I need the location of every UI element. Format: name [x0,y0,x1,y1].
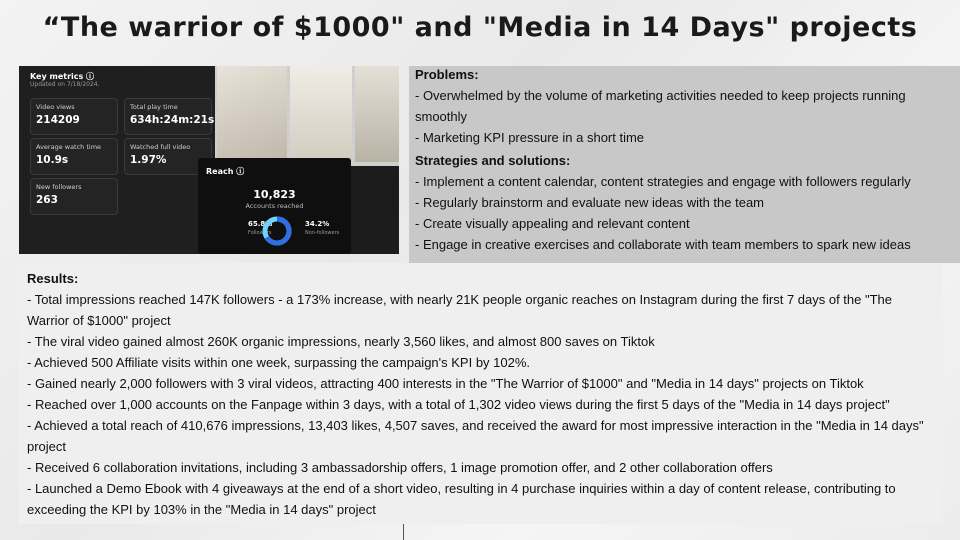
metric-card-new-followers [30,178,118,215]
result-item: - Launched a Demo Ebook with 4 giveaways at the end of a short video, resulting in 4 purchase inquiries within a day of content release, contributing to exceeding the KPI by 103% in the "Media in 14 days" project [27,481,896,517]
problems-strategies-text [415,64,955,255]
problem-item: - Overwhelmed by the volume of marketing activities needed to keep projects running smoothly [415,88,906,124]
metric-label: Average watch time [36,143,102,151]
metric-value: 1.97% [130,154,167,166]
reach-value: 10,823 [253,188,296,201]
metric-value: 634h:24m:21s [130,114,215,126]
metric-card-video-views [30,98,118,135]
strategy-item: - Implement a content calendar, content strategies and engage with followers regularly [415,174,911,189]
video-thumbnails [215,66,399,166]
key-metrics-panel [19,66,215,254]
nonfollowers-label: Non-followers [305,230,340,236]
result-item: - Gained nearly 2,000 followers with 3 viral videos, attracting 400 interests in the "The Warrior of $1000" and "Media in 14 days" projects on Tiktok [27,376,864,391]
followers-label: Followers [248,230,272,236]
result-item: - Achieved a total reach of 410,676 impressions, 13,403 likes, 4,507 saves, and received the award for most impressive interaction in the "Media in 14 days" project [27,418,924,454]
video-thumbnail [217,66,287,162]
strategy-item: - Create visually appealing and relevant content [415,216,690,231]
metric-label: Watched full video [130,143,191,151]
problem-item: - Marketing KPI pressure in a short time [415,130,645,145]
result-item: - Total impressions reached 147K followers - a 173% increase, with nearly 21K people organic reaches on Instagram during the first 7 days of the "The Warrior of $1000" project [27,292,893,328]
metric-label: Total play time [130,103,178,111]
analytics-screenshot [19,66,399,254]
followers-percent: 65.8% [248,220,273,228]
key-metrics-updated: Updated on 7/18/2024. [30,81,100,88]
nonfollowers-percent: 34.2% [305,220,330,228]
metric-value: 10.9s [36,154,69,166]
key-metrics-title: Key metrics ⓘ [30,72,95,81]
strategy-item: - Regularly brainstorm and evaluate new ideas with the team [415,195,765,210]
reach-title: Reach ⓘ [206,167,245,176]
results-heading: Results: [27,271,79,286]
strategy-item: - Engage in creative exercises and collaborate with team members to spark new ideas [415,237,911,252]
metric-value: 214209 [36,114,80,126]
video-thumbnail [290,66,352,162]
problems-heading: Problems: [415,67,479,82]
divider [403,524,404,540]
metric-label: New followers [36,183,82,191]
result-item: - Achieved 500 Affiliate visits within one week, surpassing the campaign's KPI by 102%. [27,355,531,370]
video-thumbnail [355,66,399,162]
result-item: - Reached over 1,000 accounts on the Fanpage within 3 days, with a total of 1,302 video views during the first 5 days of the "Media in 14 days project" [27,397,890,412]
metric-label: Video views [36,103,75,111]
result-item: - Received 6 collaboration invitations, including 3 ambassadorship offers, 1 image promotion offer, and 2 other collaboration offers [27,460,773,475]
metric-value: 263 [36,194,58,206]
metric-card-total-play-time [124,98,215,135]
reach-panel [198,158,351,254]
metric-card-average-watch-time [30,138,118,175]
result-item: - The viral video gained almost 260K organic impressions, nearly 3,560 likes, and almost 800 saves on Tiktok [27,334,655,349]
reach-donut-chart [261,215,293,247]
strategies-heading: Strategies and solutions: [415,153,571,168]
reach-subtitle: Accounts reached [245,202,304,210]
page-title: “The warrior of $1000" and "Media in 14 Days" projects [42,12,918,43]
results-text [27,268,935,520]
